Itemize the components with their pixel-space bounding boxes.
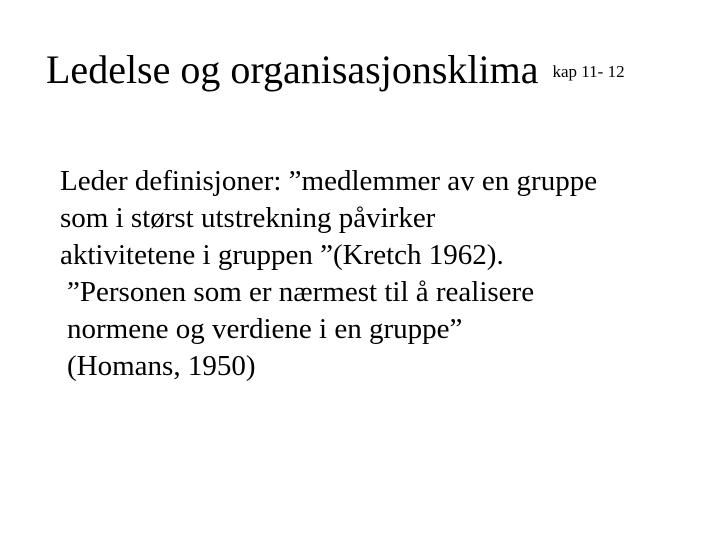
definition-kretch	[60, 163, 700, 274]
slide-title: Ledelse og organisasjonsklima	[46, 47, 539, 92]
text-line: ”Personen som er nærmest til å realisere	[67, 276, 535, 308]
text-line: normene og verdiene i en gruppe”	[67, 313, 463, 345]
text-line: (Homans, 1950)	[67, 350, 256, 382]
slide-subtitle: kap 11- 12	[552, 62, 625, 81]
title-row	[46, 46, 706, 94]
slide-body	[60, 163, 700, 385]
text-line: aktivitetene i gruppen ”(Kretch 1962).	[60, 239, 504, 271]
text-line: Leder definisjoner: ”medlemmer av en gruppe	[60, 165, 598, 197]
definition-homans	[60, 274, 700, 385]
text-line: som i størst utstrekning påvirker	[60, 202, 436, 234]
